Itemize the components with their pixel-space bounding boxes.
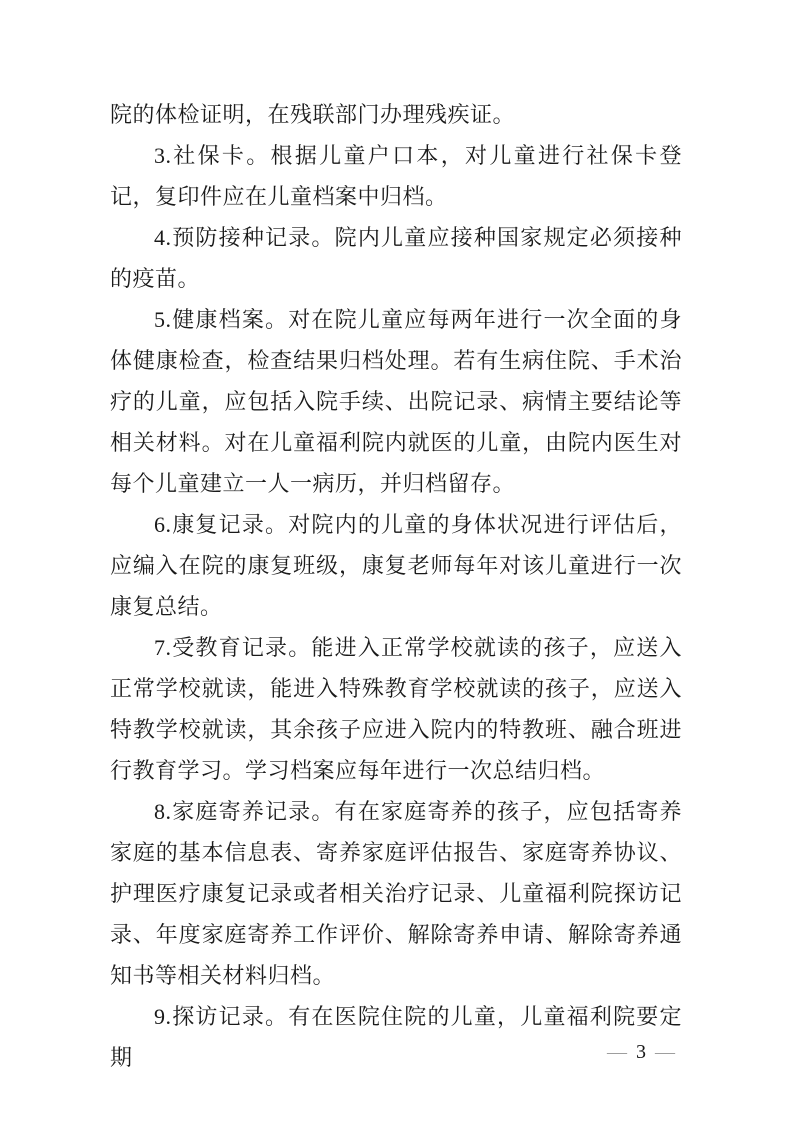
paragraph-item-5-health-archive: 5.健康档案。对在院儿童应每两年进行一次全面的身体健康检查，检查结果归档处理。若有生病住院、手术治疗的儿童，应包括入院手续、出院记录、病情主要结论等相关材料。对在儿童福利院内就医的儿童，由院内医生对每个儿童建立一人一病历，并归档留存。 — [110, 307, 682, 496]
paragraph-continuation: 院的体检证明，在残联部门办理残疾证。 — [110, 102, 516, 127]
paragraph-item-4-vaccination-record: 4.预防接种记录。院内儿童应接种国家规定必须接种的疫苗。 — [110, 225, 682, 291]
page-number-dash-right: — — [655, 1041, 675, 1063]
paragraph-item-7-education-record: 7.受教育记录。能进入正常学校就读的孩子，应送入正常学校就读，能进入特殊教育学校就读的孩子，应送入特教学校就读，其余孩子应进入院内的特教班、融合班进行教育学习。学习档案应每年进行一次总结归档。 — [110, 635, 682, 783]
document-body — [110, 94, 682, 1078]
paragraph-item-6-rehab-record: 6.康复记录。对院内的儿童的身体状况进行评估后，应编入在院的康复班级，康复老师每年对该儿童进行一次康复总结。 — [110, 512, 682, 619]
page-number-value: 3 — [636, 1041, 646, 1063]
page-number-dash-left: — — [607, 1041, 627, 1063]
paragraph-item-9-visit-record: 9.探访记录。有在医院住院的儿童，儿童福利院要定期 — [110, 1004, 682, 1070]
page-number — [607, 1040, 675, 1064]
paragraph-item-3-social-security-card: 3.社保卡。根据儿童户口本，对儿童进行社保卡登记，复印件应在儿童档案中归档。 — [110, 143, 682, 209]
paragraph-item-8-foster-care-record: 8.家庭寄养记录。有在家庭寄养的孩子，应包括寄养家庭的基本信息表、寄养家庭评估报告、家庭寄养协议、护理医疗康复记录或者相关治疗记录、儿童福利院探访记录、年度家庭寄养工作评价、解除寄养申请、解除寄养通知书等相关材料归档。 — [110, 799, 682, 988]
